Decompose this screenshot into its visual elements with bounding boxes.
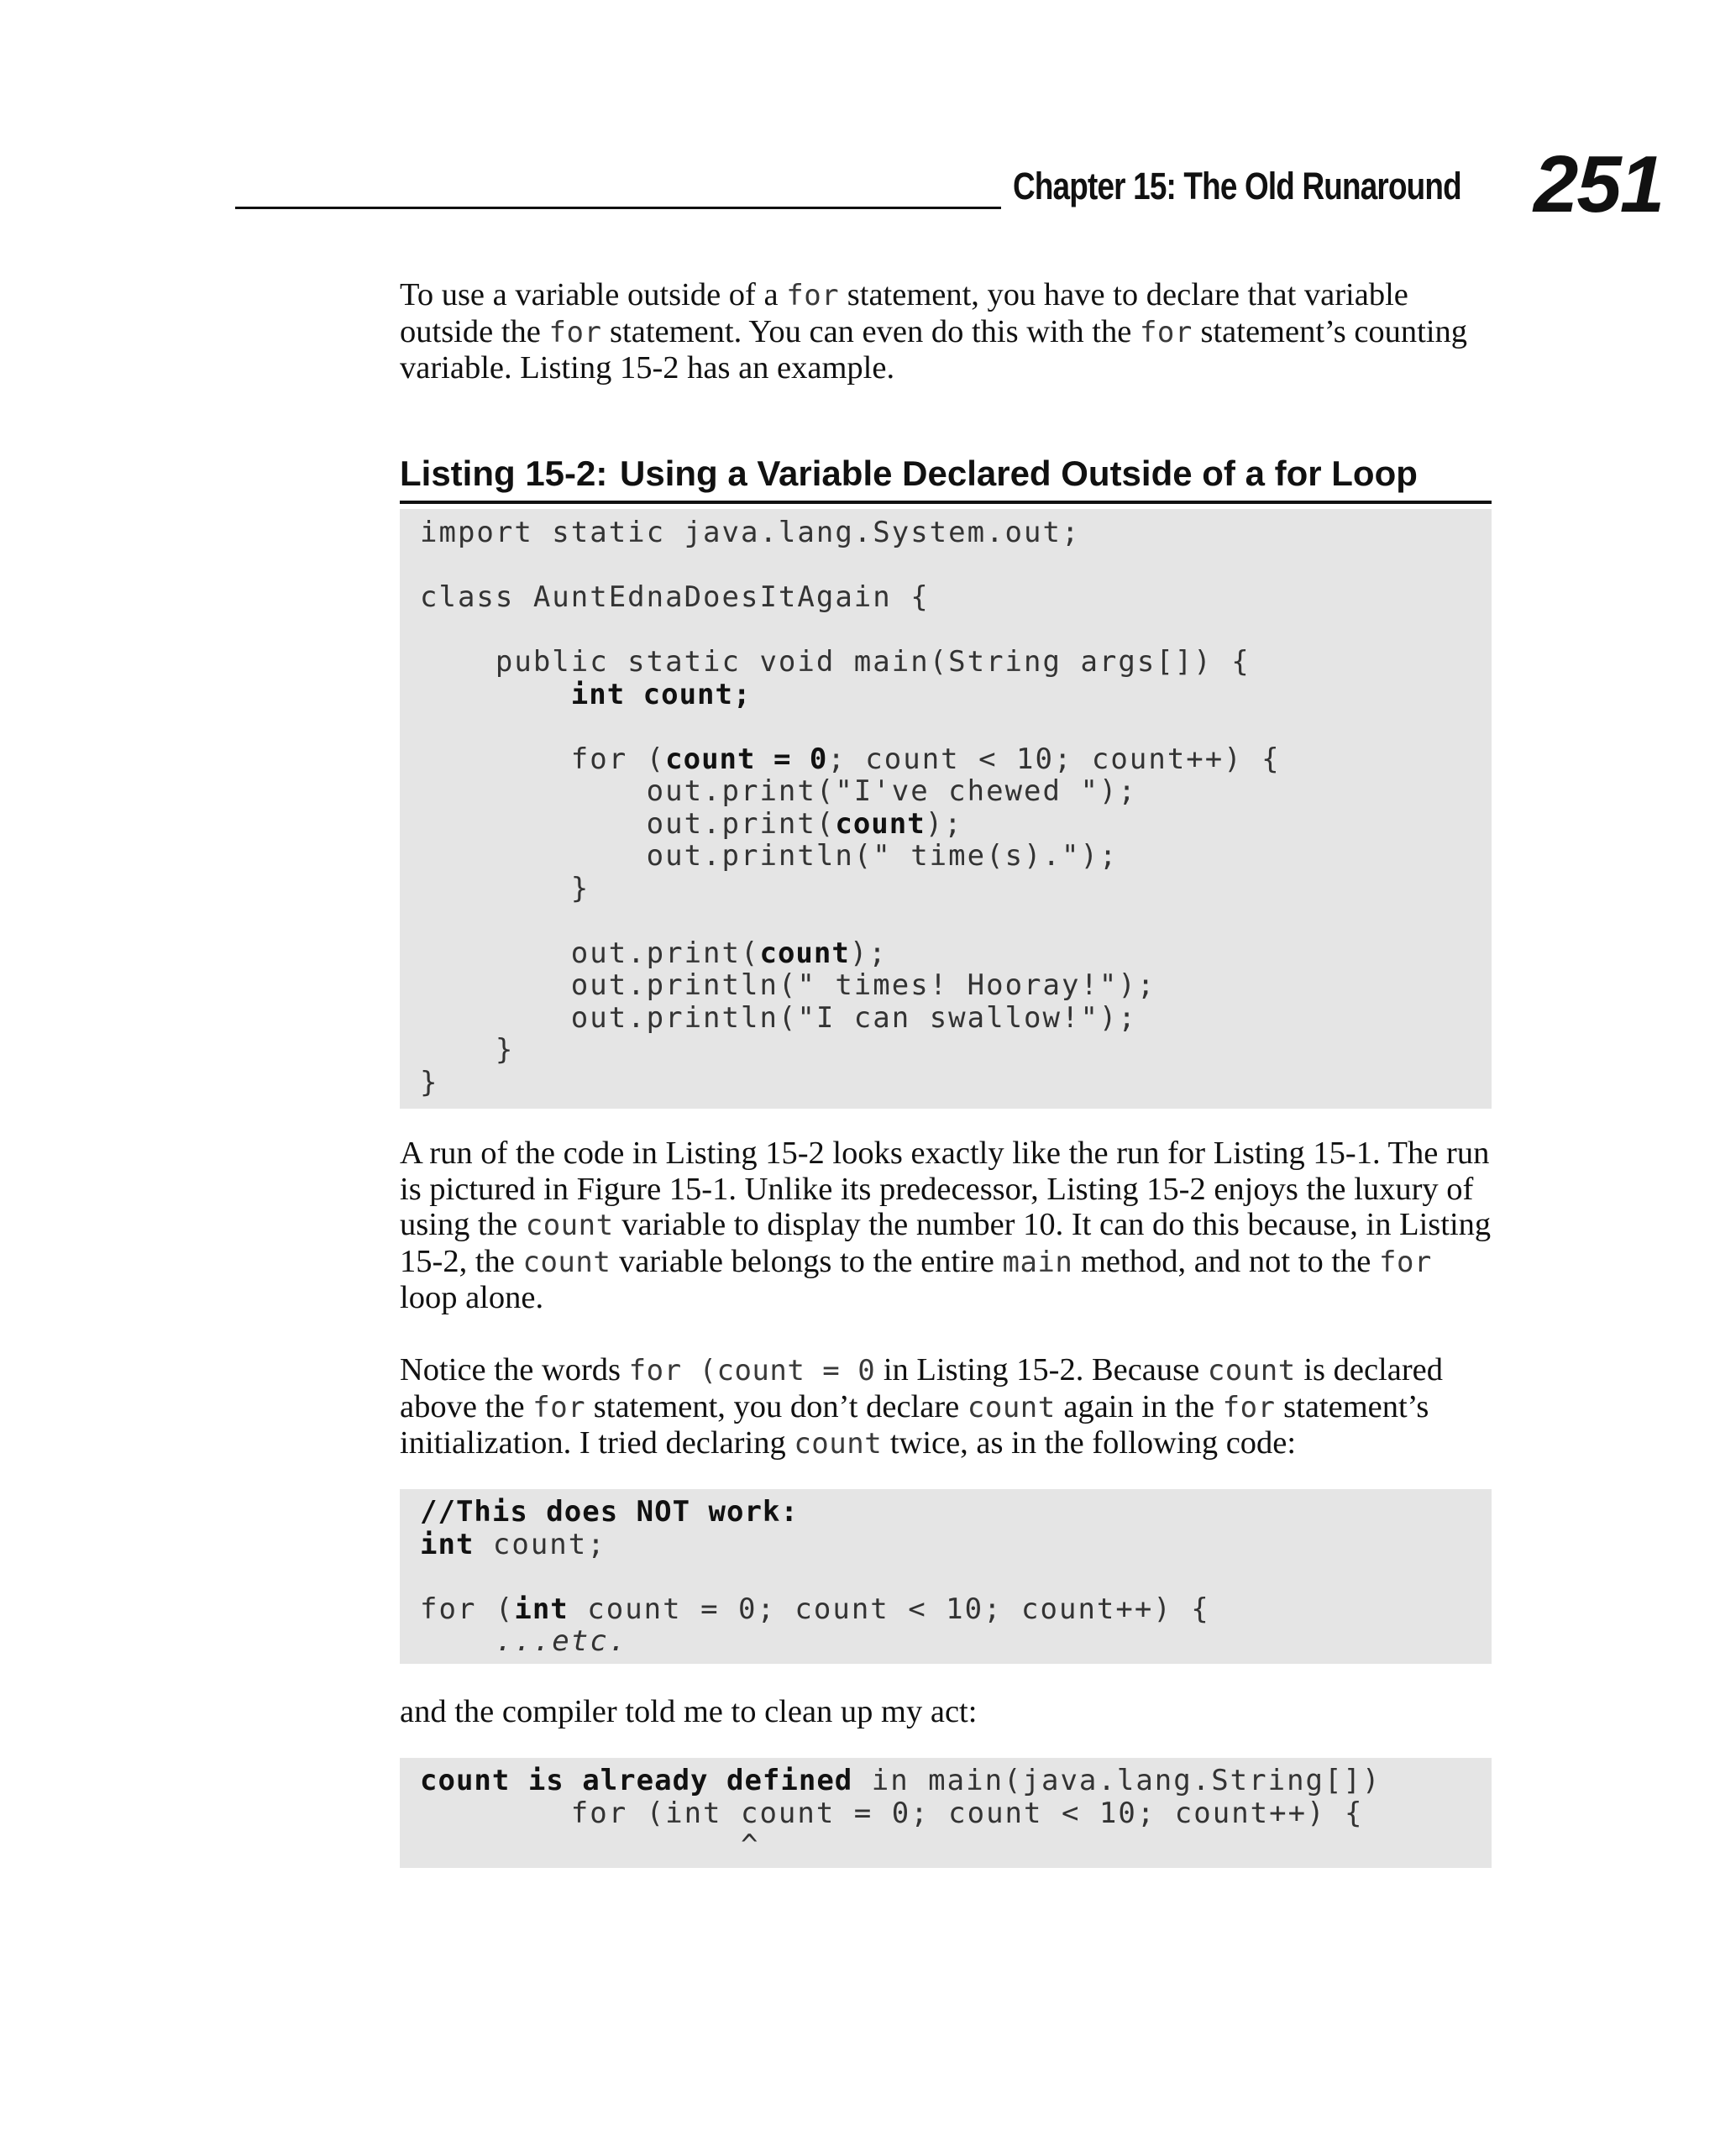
inline-code: for (1139, 315, 1193, 349)
code-line: out.print(count); (646, 806, 963, 841)
code-line: out.print(count); (570, 936, 888, 970)
notice-paragraph: Notice the words for (count = 0 in Listing 15-2. Because count is declared above the for statement, you don’t declare count again in the for statement’s initialization. I tried declaring count twice, as in the following code: (400, 1352, 1444, 1461)
inline-code: for (532, 1390, 586, 1424)
inline-code: count (525, 1209, 614, 1242)
inline-code: for (1378, 1245, 1432, 1279)
inline-code: count (1207, 1354, 1296, 1387)
code-line: public static void main(String args[]) { (420, 645, 1251, 679)
code-line: ^ (420, 1828, 760, 1862)
intro-paragraph: To use a variable outside of a for statement, you have to declare that variable outside the for statement. You can even do this with the for statement’s counting variable. Listing 15-2 has an example. (400, 277, 1468, 386)
chapter-title: Chapter 15: The Old Runaround (1013, 165, 1461, 207)
code-line: //This does NOT work: (420, 1495, 799, 1529)
inline-code: for (1222, 1390, 1276, 1424)
code-line: out.println(" time(s)."); (646, 839, 1119, 873)
code-line (420, 549, 1492, 582)
explanation-paragraph: A run of the code in Listing 15-2 looks exactly like the run for Listing 15-1. The run is pictured in Figure 15-1. Unlike its predecessor, Listing 15-2 enjoys the luxury of using the count variable to display the number 10. It can do this because, in Listing 15-2, the count variable belongs to the entire main method, and not to the for loop alone. (400, 1136, 1492, 1315)
code-line: ...etc. (495, 1624, 628, 1658)
inline-code: main (1002, 1245, 1073, 1279)
inline-code: count (522, 1245, 611, 1279)
code-line: } (420, 1065, 439, 1099)
code-line: for (count = 0; count < 10; count++) { (570, 742, 1281, 776)
code-line (420, 614, 1492, 647)
code-line: out.print("I've chewed "); (646, 774, 1137, 808)
code-line: out.println("I can swallow!"); (570, 1000, 1137, 1035)
code-line: count is already defined in main(java.lang.String[]) (420, 1764, 1382, 1797)
code-line: import static java.lang.System.out; (420, 516, 1081, 549)
inline-code: count (794, 1427, 883, 1461)
code-line: } (570, 871, 590, 905)
code-line (420, 1561, 1492, 1593)
header-rule (235, 207, 1001, 209)
inline-code: for (548, 315, 602, 349)
compiler-paragraph: and the compiler told me to clean up my act: (400, 1694, 978, 1729)
listing-number: Listing 15-2: (400, 454, 608, 493)
code-line: for (int count = 0; count < 10; count++) { (420, 1796, 1364, 1830)
code-line: for (int count = 0; count < 10; count++) { (420, 1592, 1210, 1626)
inline-code: for (786, 279, 840, 312)
code-line: int count; (420, 1527, 606, 1561)
code-listing-15-2 (400, 509, 1492, 1109)
listing-title: Using a Variable Declared Outside of a for Loop (620, 454, 1418, 493)
code-snippet-does-not-work (400, 1489, 1492, 1664)
code-line: out.println(" times! Hooray!"); (570, 968, 1156, 1002)
compiler-error-output (400, 1758, 1492, 1868)
code-line: int count; (570, 677, 752, 711)
code-line: } (495, 1033, 515, 1067)
code-line (420, 711, 1492, 743)
listing-caption (400, 450, 1492, 504)
inline-code: for (count = 0 (628, 1354, 876, 1387)
code-line (420, 905, 1492, 937)
code-line: class AuntEdnaDoesItAgain { (420, 580, 930, 614)
page-number: 251 (1534, 139, 1664, 229)
inline-code: count (967, 1390, 1056, 1424)
